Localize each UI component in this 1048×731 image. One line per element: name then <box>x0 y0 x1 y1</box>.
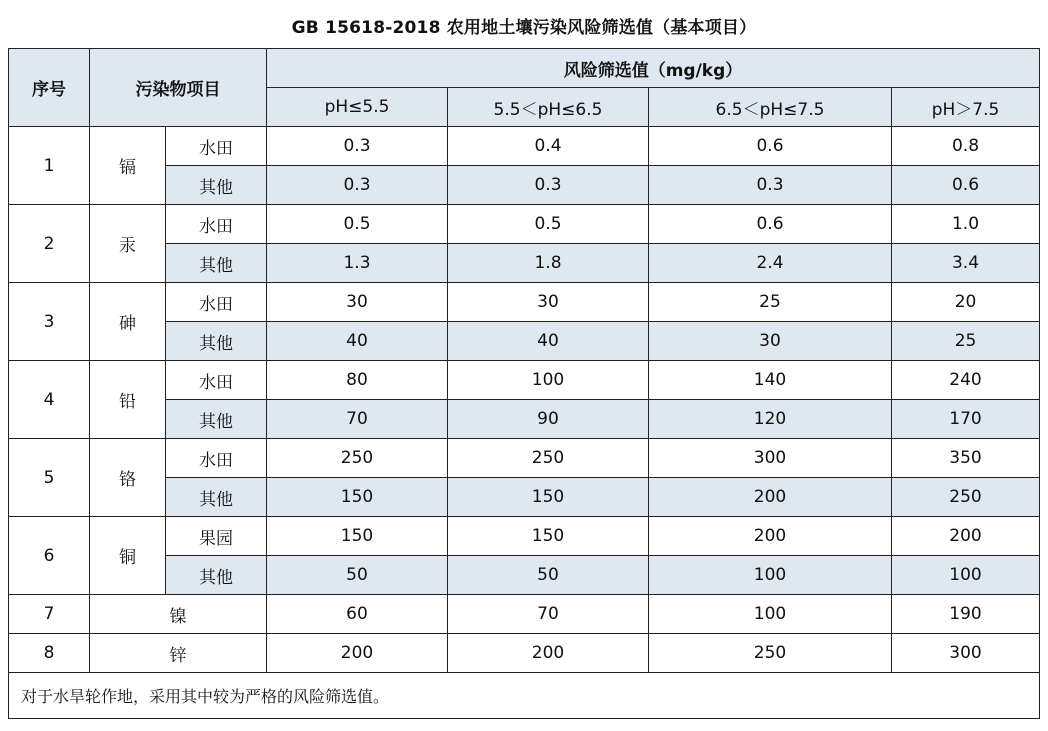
land-type-cell: 水田 <box>166 361 267 400</box>
header-seq: 序号 <box>9 49 90 127</box>
header-ph-3: 6.5＜pH≤7.5 <box>649 88 892 127</box>
seq-cell: 6 <box>9 517 90 595</box>
note-row <box>9 673 1040 719</box>
pollutant-cell: 铜 <box>90 517 166 595</box>
land-type-cell: 水田 <box>166 439 267 478</box>
pollutant-cell: 铬 <box>90 439 166 517</box>
table-row <box>9 634 1040 673</box>
pollutant-cell: 铅 <box>90 361 166 439</box>
value-cell: 60 <box>267 595 448 634</box>
land-type-cell: 其他 <box>166 556 267 595</box>
value-cell: 50 <box>448 556 649 595</box>
value-cell: 350 <box>892 439 1040 478</box>
value-cell: 25 <box>649 283 892 322</box>
value-cell: 190 <box>892 595 1040 634</box>
value-cell: 1.8 <box>448 244 649 283</box>
value-cell: 300 <box>892 634 1040 673</box>
value-cell: 0.5 <box>267 205 448 244</box>
header-risk-value: 风险筛选值（mg/kg） <box>267 49 1040 88</box>
value-cell: 250 <box>267 439 448 478</box>
value-cell: 0.3 <box>267 166 448 205</box>
value-cell: 100 <box>892 556 1040 595</box>
value-cell: 0.3 <box>448 166 649 205</box>
pollutant-cell: 镉 <box>90 127 166 205</box>
seq-cell: 7 <box>9 595 90 634</box>
value-cell: 0.5 <box>448 205 649 244</box>
value-cell: 25 <box>892 322 1040 361</box>
value-cell: 250 <box>892 478 1040 517</box>
value-cell: 200 <box>267 634 448 673</box>
table-row <box>9 439 1040 478</box>
land-type-cell: 其他 <box>166 244 267 283</box>
header-ph-4: pH＞7.5 <box>892 88 1040 127</box>
value-cell: 30 <box>448 283 649 322</box>
table-title: GB 15618-2018 农用地土壤污染风险筛选值（基本项目） <box>291 18 757 38</box>
land-type-cell: 其他 <box>166 400 267 439</box>
value-cell: 0.8 <box>892 127 1040 166</box>
value-cell: 250 <box>649 634 892 673</box>
value-cell: 3.4 <box>892 244 1040 283</box>
value-cell: 40 <box>267 322 448 361</box>
table-row <box>9 283 1040 322</box>
land-type-cell: 水田 <box>166 127 267 166</box>
value-cell: 0.6 <box>649 127 892 166</box>
land-type-cell: 其他 <box>166 478 267 517</box>
value-cell: 0.6 <box>649 205 892 244</box>
land-type-cell: 其他 <box>166 166 267 205</box>
value-cell: 80 <box>267 361 448 400</box>
value-cell: 200 <box>892 517 1040 556</box>
value-cell: 20 <box>892 283 1040 322</box>
seq-cell: 2 <box>9 205 90 283</box>
value-cell: 1.3 <box>267 244 448 283</box>
risk-screening-table <box>8 48 1040 719</box>
value-cell: 2.4 <box>649 244 892 283</box>
value-cell: 0.3 <box>267 127 448 166</box>
header-ph-2: 5.5＜pH≤6.5 <box>448 88 649 127</box>
seq-cell: 8 <box>9 634 90 673</box>
land-type-cell: 水田 <box>166 283 267 322</box>
land-type-cell: 其他 <box>166 322 267 361</box>
value-cell: 150 <box>448 478 649 517</box>
value-cell: 150 <box>448 517 649 556</box>
pollutant-cell: 砷 <box>90 283 166 361</box>
seq-cell: 4 <box>9 361 90 439</box>
value-cell: 30 <box>649 322 892 361</box>
value-cell: 150 <box>267 478 448 517</box>
value-cell: 100 <box>448 361 649 400</box>
value-cell: 240 <box>892 361 1040 400</box>
table-row <box>9 595 1040 634</box>
value-cell: 170 <box>892 400 1040 439</box>
value-cell: 100 <box>649 556 892 595</box>
table-row <box>9 127 1040 166</box>
value-cell: 200 <box>448 634 649 673</box>
header-ph-1: pH≤5.5 <box>267 88 448 127</box>
value-cell: 150 <box>267 517 448 556</box>
value-cell: 300 <box>649 439 892 478</box>
value-cell: 1.0 <box>892 205 1040 244</box>
table-row <box>9 361 1040 400</box>
value-cell: 0.6 <box>892 166 1040 205</box>
seq-cell: 1 <box>9 127 90 205</box>
table-note: 对于水旱轮作地，采用其中较为严格的风险筛选值。 <box>9 673 1040 719</box>
seq-cell: 3 <box>9 283 90 361</box>
value-cell: 70 <box>267 400 448 439</box>
value-cell: 90 <box>448 400 649 439</box>
pollutant-cell: 汞 <box>90 205 166 283</box>
value-cell: 50 <box>267 556 448 595</box>
pollutant-cell: 镍 <box>90 595 267 634</box>
value-cell: 140 <box>649 361 892 400</box>
value-cell: 250 <box>448 439 649 478</box>
value-cell: 0.4 <box>448 127 649 166</box>
value-cell: 30 <box>267 283 448 322</box>
value-cell: 100 <box>649 595 892 634</box>
land-type-cell: 水田 <box>166 205 267 244</box>
value-cell: 40 <box>448 322 649 361</box>
value-cell: 70 <box>448 595 649 634</box>
table-row <box>9 517 1040 556</box>
seq-cell: 5 <box>9 439 90 517</box>
value-cell: 200 <box>649 517 892 556</box>
value-cell: 120 <box>649 400 892 439</box>
table-row <box>9 205 1040 244</box>
value-cell: 200 <box>649 478 892 517</box>
value-cell: 0.3 <box>649 166 892 205</box>
pollutant-cell: 锌 <box>90 634 267 673</box>
header-pollutant: 污染物项目 <box>90 49 267 127</box>
land-type-cell: 果园 <box>166 517 267 556</box>
